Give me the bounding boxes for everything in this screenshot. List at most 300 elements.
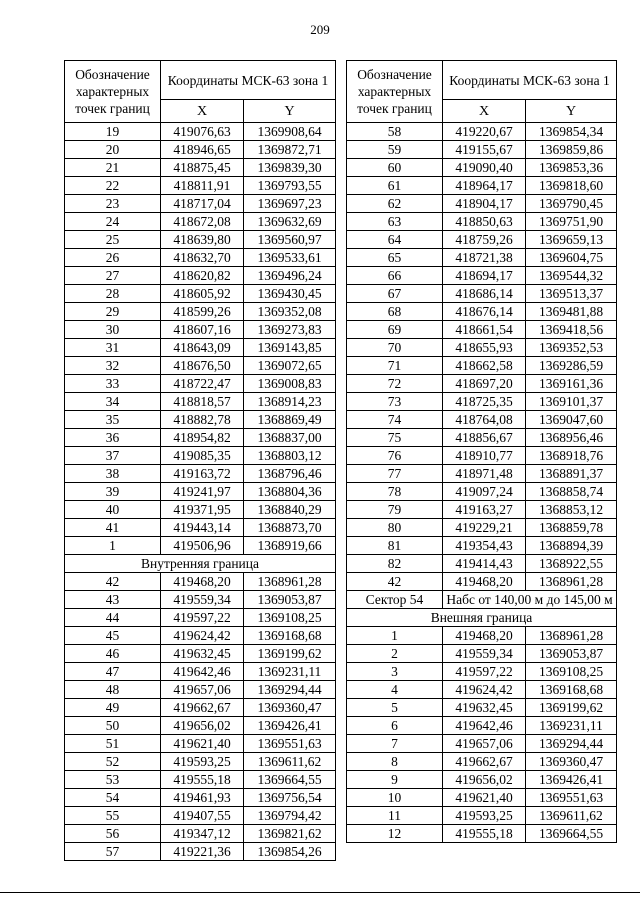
point-id-cell: 2 — [347, 645, 443, 663]
y-coordinate-cell: 1368803,12 — [244, 447, 336, 465]
x-coordinate-cell: 418672,08 — [161, 213, 244, 231]
table-row — [65, 195, 336, 213]
x-coordinate-cell: 419559,34 — [161, 591, 244, 609]
x-header: X — [161, 100, 244, 123]
x-coordinate-cell: 418643,09 — [161, 339, 244, 357]
point-id-cell: 78 — [347, 483, 443, 501]
point-id-cell: 69 — [347, 321, 443, 339]
point-id-cell: 55 — [65, 807, 161, 825]
table-row — [65, 375, 336, 393]
point-id-cell: 32 — [65, 357, 161, 375]
y-coordinate-cell: 1369854,26 — [244, 843, 336, 861]
table-row — [65, 411, 336, 429]
point-id-cell: 30 — [65, 321, 161, 339]
table-row — [347, 717, 617, 735]
table-row — [347, 285, 617, 303]
y-coordinate-cell: 1369481,88 — [526, 303, 617, 321]
x-coordinate-cell: 419621,40 — [161, 735, 244, 753]
x-coordinate-cell: 419371,95 — [161, 501, 244, 519]
x-coordinate-cell: 419632,45 — [161, 645, 244, 663]
outer-boundary-label: Внешняя граница — [347, 609, 617, 627]
table-row — [65, 663, 336, 681]
y-coordinate-cell: 1369697,23 — [244, 195, 336, 213]
point-id-cell: 59 — [347, 141, 443, 159]
x-coordinate-cell: 418607,16 — [161, 321, 244, 339]
y-coordinate-cell: 1368919,66 — [244, 537, 336, 555]
y-coordinate-cell: 1369143,85 — [244, 339, 336, 357]
point-id-cell: 52 — [65, 753, 161, 771]
y-coordinate-cell: 1368956,46 — [526, 429, 617, 447]
y-coordinate-cell: 1369294,44 — [526, 735, 617, 753]
table-row — [65, 303, 336, 321]
point-id-cell: 11 — [347, 807, 443, 825]
x-coordinate-cell: 418632,70 — [161, 249, 244, 267]
y-coordinate-cell: 1369611,62 — [244, 753, 336, 771]
point-id-cell: 64 — [347, 231, 443, 249]
x-coordinate-cell: 419468,20 — [443, 627, 526, 645]
point-id-cell: 40 — [65, 501, 161, 519]
point-id-cell: 29 — [65, 303, 161, 321]
table-row — [347, 501, 617, 519]
x-coordinate-cell: 419662,67 — [161, 699, 244, 717]
y-coordinate-cell: 1368837,00 — [244, 429, 336, 447]
y-coordinate-cell: 1369286,59 — [526, 357, 617, 375]
y-coordinate-cell: 1368840,29 — [244, 501, 336, 519]
y-coordinate-cell: 1369794,42 — [244, 807, 336, 825]
table-row — [65, 699, 336, 717]
y-coordinate-cell: 1368914,23 — [244, 393, 336, 411]
x-coordinate-cell: 419443,14 — [161, 519, 244, 537]
x-coordinate-cell: 419559,34 — [443, 645, 526, 663]
x-coordinate-cell: 419656,02 — [443, 771, 526, 789]
x-coordinate-cell: 418717,04 — [161, 195, 244, 213]
point-id-cell: 70 — [347, 339, 443, 357]
table-row — [65, 735, 336, 753]
y-coordinate-cell: 1369853,36 — [526, 159, 617, 177]
table-row — [65, 573, 336, 591]
right-coordinates-table — [346, 60, 617, 843]
table-row — [65, 825, 336, 843]
table-row — [347, 123, 617, 141]
table-row — [65, 483, 336, 501]
point-id-cell: 73 — [347, 393, 443, 411]
table-row — [347, 573, 617, 591]
point-id-cell: 60 — [347, 159, 443, 177]
table-row — [65, 285, 336, 303]
y-coordinate-cell: 1369273,83 — [244, 321, 336, 339]
y-coordinate-cell: 1368961,28 — [526, 573, 617, 591]
point-id-cell: 1 — [65, 537, 161, 555]
left-rows-outer — [65, 123, 336, 555]
y-coordinate-cell: 1369108,25 — [244, 609, 336, 627]
point-id-cell: 74 — [347, 411, 443, 429]
table-row — [347, 663, 617, 681]
x-coordinate-cell: 419593,25 — [161, 753, 244, 771]
x-coordinate-cell: 418910,77 — [443, 447, 526, 465]
point-id-cell: 35 — [65, 411, 161, 429]
table-row — [347, 411, 617, 429]
point-id-cell: 44 — [65, 609, 161, 627]
y-coordinate-cell: 1369231,11 — [526, 717, 617, 735]
table-row — [65, 645, 336, 663]
y-coordinate-cell: 1369426,41 — [244, 717, 336, 735]
point-id-cell: 38 — [65, 465, 161, 483]
y-coordinate-cell: 1369430,45 — [244, 285, 336, 303]
table-row — [65, 447, 336, 465]
table-row — [347, 177, 617, 195]
y-coordinate-cell: 1369199,62 — [244, 645, 336, 663]
x-coordinate-cell: 418759,26 — [443, 231, 526, 249]
x-coordinate-cell: 419624,42 — [443, 681, 526, 699]
page-bottom-rule — [0, 892, 640, 893]
left-coordinates-table — [64, 60, 336, 861]
table-row — [347, 483, 617, 501]
x-coordinate-cell: 418676,14 — [443, 303, 526, 321]
x-coordinate-cell: 418694,17 — [443, 267, 526, 285]
y-coordinate-cell: 1369859,86 — [526, 141, 617, 159]
y-coordinate-cell: 1368922,55 — [526, 555, 617, 573]
x-coordinate-cell: 418620,82 — [161, 267, 244, 285]
table-row — [347, 645, 617, 663]
x-coordinate-cell: 419347,12 — [161, 825, 244, 843]
y-coordinate-cell: 1369533,61 — [244, 249, 336, 267]
x-coordinate-cell: 419163,72 — [161, 465, 244, 483]
point-id-cell: 82 — [347, 555, 443, 573]
y-coordinate-cell: 1369161,36 — [526, 375, 617, 393]
table-row — [347, 429, 617, 447]
point-id-cell: 56 — [65, 825, 161, 843]
table-row — [65, 627, 336, 645]
y-coordinate-cell: 1368853,12 — [526, 501, 617, 519]
y-coordinate-cell: 1369168,68 — [526, 681, 617, 699]
point-id-cell: 20 — [65, 141, 161, 159]
x-coordinate-cell: 419632,45 — [443, 699, 526, 717]
point-id-cell: 41 — [65, 519, 161, 537]
table-row — [65, 465, 336, 483]
table-row — [347, 213, 617, 231]
point-id-cell: 26 — [65, 249, 161, 267]
point-id-cell: 68 — [347, 303, 443, 321]
table-row — [65, 537, 336, 555]
point-id-cell: 39 — [65, 483, 161, 501]
x-coordinate-cell: 418954,82 — [161, 429, 244, 447]
x-coordinate-cell: 418856,67 — [443, 429, 526, 447]
x-coordinate-cell: 419407,55 — [161, 807, 244, 825]
table-row — [347, 807, 617, 825]
point-id-cell: 25 — [65, 231, 161, 249]
point-id-cell: 24 — [65, 213, 161, 231]
y-coordinate-cell: 1369793,55 — [244, 177, 336, 195]
point-id-cell: 9 — [347, 771, 443, 789]
x-coordinate-cell: 419229,21 — [443, 519, 526, 537]
point-id-cell: 12 — [347, 825, 443, 843]
point-id-cell: 66 — [347, 267, 443, 285]
x-coordinate-cell: 419155,67 — [443, 141, 526, 159]
x-coordinate-cell: 418964,17 — [443, 177, 526, 195]
y-coordinate-cell: 1369872,71 — [244, 141, 336, 159]
y-coordinate-cell: 1369108,25 — [526, 663, 617, 681]
y-coordinate-cell: 1369560,97 — [244, 231, 336, 249]
table-row — [347, 303, 617, 321]
y-coordinate-cell: 1369604,75 — [526, 249, 617, 267]
table-row — [347, 321, 617, 339]
point-id-cell: 67 — [347, 285, 443, 303]
y-coordinate-cell: 1369168,68 — [244, 627, 336, 645]
x-coordinate-cell: 419597,22 — [443, 663, 526, 681]
table-row — [65, 249, 336, 267]
table-row — [65, 771, 336, 789]
y-coordinate-cell: 1368961,28 — [526, 627, 617, 645]
point-id-cell: 31 — [65, 339, 161, 357]
point-id-cell: 80 — [347, 519, 443, 537]
inner-boundary-label: Внутренняя граница — [65, 555, 336, 573]
table-row — [65, 807, 336, 825]
table-row — [65, 843, 336, 861]
table-row — [65, 159, 336, 177]
y-coordinate-cell: 1368796,46 — [244, 465, 336, 483]
point-id-cell: 1 — [347, 627, 443, 645]
table-row — [65, 789, 336, 807]
table-row — [65, 519, 336, 537]
y-coordinate-cell: 1369664,55 — [526, 825, 617, 843]
y-coordinate-cell: 1369426,41 — [526, 771, 617, 789]
x-coordinate-cell: 419642,46 — [161, 663, 244, 681]
point-id-cell: 42 — [65, 573, 161, 591]
x-coordinate-cell: 419461,93 — [161, 789, 244, 807]
point-id-cell: 28 — [65, 285, 161, 303]
table-row — [347, 393, 617, 411]
x-coordinate-cell: 419163,27 — [443, 501, 526, 519]
point-id-cell: 5 — [347, 699, 443, 717]
y-coordinate-cell: 1369544,32 — [526, 267, 617, 285]
x-coordinate-cell: 418655,93 — [443, 339, 526, 357]
table-row — [347, 555, 617, 573]
y-coordinate-cell: 1369231,11 — [244, 663, 336, 681]
table-row — [65, 717, 336, 735]
y-coordinate-cell: 1369513,37 — [526, 285, 617, 303]
table-row — [347, 753, 617, 771]
table-row — [347, 465, 617, 483]
x-coordinate-cell: 419241,97 — [161, 483, 244, 501]
y-coordinate-cell: 1368891,37 — [526, 465, 617, 483]
section-row — [347, 609, 617, 627]
y-coordinate-cell: 1368961,28 — [244, 573, 336, 591]
x-coordinate-cell: 419555,18 — [443, 825, 526, 843]
point-id-cell: 75 — [347, 429, 443, 447]
point-id-cell: 8 — [347, 753, 443, 771]
point-id-cell: 37 — [65, 447, 161, 465]
table-row — [347, 771, 617, 789]
point-id-cell: 45 — [65, 627, 161, 645]
y-coordinate-cell: 1369072,65 — [244, 357, 336, 375]
y-coordinate-cell: 1369101,37 — [526, 393, 617, 411]
point-id-cell: 43 — [65, 591, 161, 609]
y-coordinate-cell: 1369360,47 — [244, 699, 336, 717]
x-coordinate-cell: 419597,22 — [161, 609, 244, 627]
x-coordinate-cell: 419468,20 — [443, 573, 526, 591]
left-rows-inner — [65, 573, 336, 861]
table-row — [347, 681, 617, 699]
x-coordinate-cell: 418661,54 — [443, 321, 526, 339]
point-id-cell: 47 — [65, 663, 161, 681]
y-coordinate-cell: 1369551,63 — [244, 735, 336, 753]
table-row — [347, 339, 617, 357]
coords-header: Координаты МСК-63 зона 1 — [443, 61, 617, 100]
x-coordinate-cell: 418971,48 — [443, 465, 526, 483]
coords-header: Координаты МСК-63 зона 1 — [161, 61, 336, 100]
x-coordinate-cell: 419657,06 — [161, 681, 244, 699]
y-coordinate-cell: 1369664,55 — [244, 771, 336, 789]
point-id-cell: 77 — [347, 465, 443, 483]
table-row — [347, 627, 617, 645]
y-coordinate-cell: 1369839,30 — [244, 159, 336, 177]
x-coordinate-cell: 418764,08 — [443, 411, 526, 429]
x-coordinate-cell: 419662,67 — [443, 753, 526, 771]
point-id-cell: 50 — [65, 717, 161, 735]
point-id-cell: 51 — [65, 735, 161, 753]
y-coordinate-cell: 1369199,62 — [526, 699, 617, 717]
y-coordinate-cell: 1369053,87 — [526, 645, 617, 663]
x-coordinate-cell: 418904,17 — [443, 195, 526, 213]
table-row — [347, 825, 617, 843]
point-id-cell: 22 — [65, 177, 161, 195]
y-coordinate-cell: 1368804,36 — [244, 483, 336, 501]
point-id-cell: 58 — [347, 123, 443, 141]
table-row — [65, 213, 336, 231]
y-coordinate-cell: 1369551,63 — [526, 789, 617, 807]
sector-note: Набс от 140,00 м до 145,00 м — [443, 591, 617, 609]
y-coordinate-cell: 1369756,54 — [244, 789, 336, 807]
y-coordinate-cell: 1369854,34 — [526, 123, 617, 141]
table-row — [347, 789, 617, 807]
point-id-cell: 54 — [65, 789, 161, 807]
y-coordinate-cell: 1369352,53 — [526, 339, 617, 357]
section-row — [65, 555, 336, 573]
x-coordinate-cell: 418605,92 — [161, 285, 244, 303]
y-coordinate-cell: 1369790,45 — [526, 195, 617, 213]
point-id-cell: 49 — [65, 699, 161, 717]
x-coordinate-cell: 418639,80 — [161, 231, 244, 249]
x-coordinate-cell: 418662,58 — [443, 357, 526, 375]
table-row — [347, 537, 617, 555]
sector-label: Сектор 54 — [347, 591, 443, 609]
y-coordinate-cell: 1369751,90 — [526, 213, 617, 231]
x-coordinate-cell: 419220,67 — [443, 123, 526, 141]
table-row — [65, 393, 336, 411]
x-coordinate-cell: 419593,25 — [443, 807, 526, 825]
table-row — [347, 249, 617, 267]
point-id-cell: 53 — [65, 771, 161, 789]
point-id-cell: 42 — [347, 573, 443, 591]
y-coordinate-cell: 1368894,39 — [526, 537, 617, 555]
point-id-cell: 63 — [347, 213, 443, 231]
x-coordinate-cell: 419642,46 — [443, 717, 526, 735]
y-coordinate-cell: 1369418,56 — [526, 321, 617, 339]
sector-row — [347, 591, 617, 609]
x-coordinate-cell: 418946,65 — [161, 141, 244, 159]
x-coordinate-cell: 418721,38 — [443, 249, 526, 267]
x-coordinate-cell: 418697,20 — [443, 375, 526, 393]
x-coordinate-cell: 419085,35 — [161, 447, 244, 465]
y-coordinate-cell: 1368918,76 — [526, 447, 617, 465]
table-row — [347, 357, 617, 375]
y-coordinate-cell: 1369818,60 — [526, 177, 617, 195]
x-coordinate-cell: 419468,20 — [161, 573, 244, 591]
x-coordinate-cell: 419657,06 — [443, 735, 526, 753]
y-coordinate-cell: 1368873,70 — [244, 519, 336, 537]
table-row — [65, 357, 336, 375]
page-number: 209 — [310, 22, 330, 37]
x-coordinate-cell: 418686,14 — [443, 285, 526, 303]
table-row — [347, 447, 617, 465]
point-id-cell: 62 — [347, 195, 443, 213]
table-row — [65, 753, 336, 771]
point-id-cell: 48 — [65, 681, 161, 699]
x-coordinate-cell: 419656,02 — [161, 717, 244, 735]
point-id-cell: 33 — [65, 375, 161, 393]
x-coordinate-cell: 418722,47 — [161, 375, 244, 393]
x-coordinate-cell: 418882,78 — [161, 411, 244, 429]
x-coordinate-cell: 418875,45 — [161, 159, 244, 177]
y-coordinate-cell: 1368859,78 — [526, 519, 617, 537]
x-coordinate-cell: 418818,57 — [161, 393, 244, 411]
x-coordinate-cell: 418725,35 — [443, 393, 526, 411]
point-id-cell: 10 — [347, 789, 443, 807]
y-coordinate-cell: 1369294,44 — [244, 681, 336, 699]
x-coordinate-cell: 419621,40 — [443, 789, 526, 807]
right-rows-outer — [347, 627, 617, 843]
y-header: Y — [526, 100, 617, 123]
point-id-cell: 81 — [347, 537, 443, 555]
table-row — [347, 267, 617, 285]
y-coordinate-cell: 1368869,49 — [244, 411, 336, 429]
y-coordinate-cell: 1368858,74 — [526, 483, 617, 501]
x-header: X — [443, 100, 526, 123]
table-row — [65, 609, 336, 627]
x-coordinate-cell: 419555,18 — [161, 771, 244, 789]
y-coordinate-cell: 1369047,60 — [526, 411, 617, 429]
table-row — [65, 501, 336, 519]
x-coordinate-cell: 419090,40 — [443, 159, 526, 177]
table-row — [347, 519, 617, 537]
table-row — [65, 267, 336, 285]
y-coordinate-cell: 1369611,62 — [526, 807, 617, 825]
x-coordinate-cell: 419221,36 — [161, 843, 244, 861]
table-row — [347, 195, 617, 213]
point-id-cell: 76 — [347, 447, 443, 465]
y-coordinate-cell: 1369360,47 — [526, 753, 617, 771]
x-coordinate-cell: 419097,24 — [443, 483, 526, 501]
point-id-cell: 6 — [347, 717, 443, 735]
point-header: Обозначение характерных точек границ — [347, 61, 443, 123]
table-row — [347, 699, 617, 717]
x-coordinate-cell: 418850,63 — [443, 213, 526, 231]
point-id-cell: 34 — [65, 393, 161, 411]
x-coordinate-cell: 418599,26 — [161, 303, 244, 321]
point-id-cell: 4 — [347, 681, 443, 699]
y-coordinate-cell: 1369496,24 — [244, 267, 336, 285]
table-row — [65, 591, 336, 609]
table-row — [347, 159, 617, 177]
x-coordinate-cell: 419506,96 — [161, 537, 244, 555]
point-id-cell: 7 — [347, 735, 443, 753]
table-row — [65, 123, 336, 141]
x-coordinate-cell: 419076,63 — [161, 123, 244, 141]
table-row — [65, 231, 336, 249]
point-id-cell: 21 — [65, 159, 161, 177]
point-id-cell: 61 — [347, 177, 443, 195]
point-id-cell: 27 — [65, 267, 161, 285]
